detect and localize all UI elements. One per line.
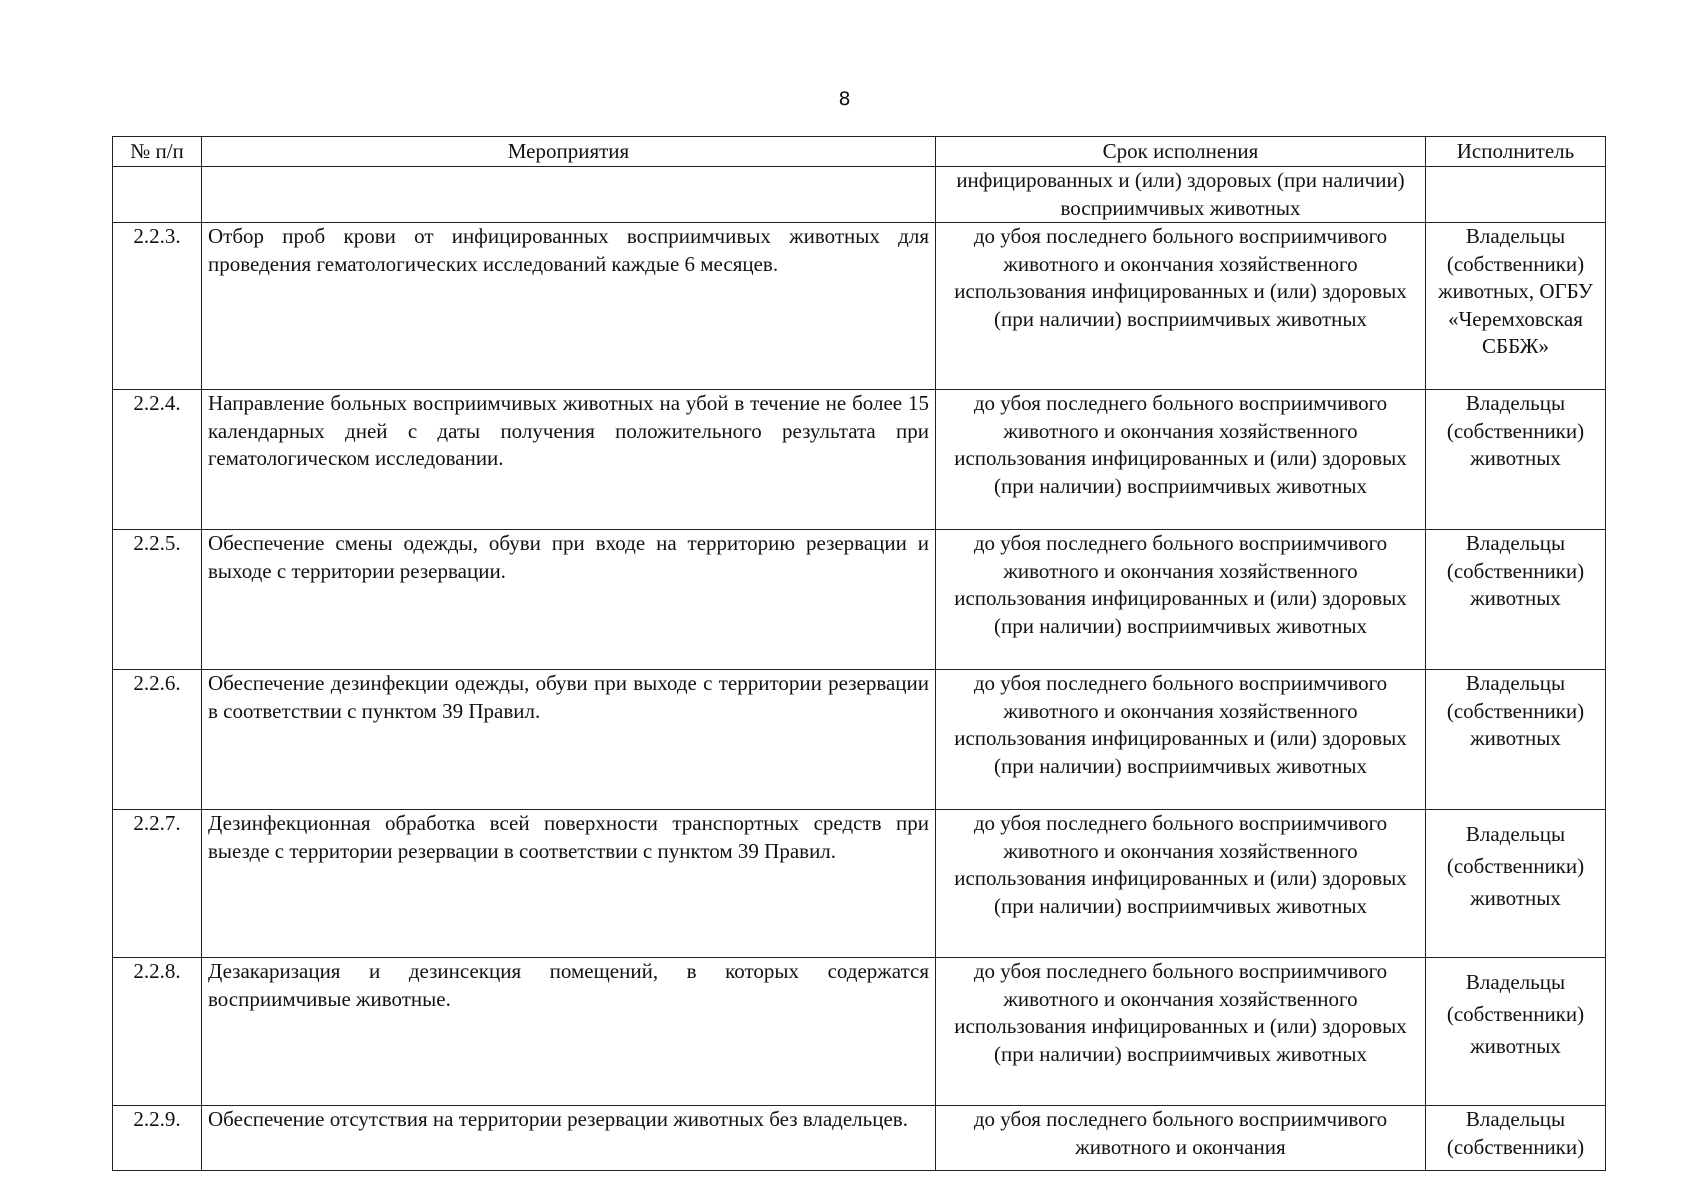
- row-action: Обеспечение смены одежды, обуви при входе на территорию резервации и выходе с территории резервации.: [202, 530, 936, 670]
- row-term: до убоя последнего больного восприимчивого животного и окончания хозяйственного использования инфицированных и (или) здоровых (при наличии) восприимчивых животных: [936, 810, 1426, 958]
- row-executor: Владельцы (собственники) животных: [1426, 390, 1606, 530]
- table-row: [113, 390, 1606, 530]
- row-number: 2.2.4.: [113, 390, 202, 530]
- row-executor: Владельцы (собственники) животных: [1426, 958, 1606, 1106]
- row-action: Дезинфекционная обработка всей поверхности транспортных средств при выезде с территории резервации в соответствии с пунктом 39 Правил.: [202, 810, 936, 958]
- table-row: [113, 958, 1606, 1106]
- page-number: 8: [838, 88, 851, 110]
- row-number: 2.2.5.: [113, 530, 202, 670]
- row-term: до убоя последнего больного восприимчивого животного и окончания хозяйственного использования инфицированных и (или) здоровых (при наличии) восприимчивых животных: [936, 958, 1426, 1106]
- table-row: [113, 810, 1606, 958]
- header-term: Срок исполнения: [936, 137, 1426, 167]
- row-action: Дезакаризация и дезинсекция помещений, в которых содержатся восприимчивые животные.: [202, 958, 936, 1106]
- row-action: [202, 167, 936, 223]
- row-executor: Владельцы (собственники): [1426, 1106, 1606, 1171]
- row-executor: Владельцы (собственники) животных: [1426, 530, 1606, 670]
- row-action: Обеспечение отсутствия на территории резервации животных без владельцев.: [202, 1106, 936, 1171]
- row-action: Направление больных восприимчивых животных на убой в течение не более 15 календарных дней с даты получения положительного результата при гематологическом исследовании.: [202, 390, 936, 530]
- row-number: 2.2.7.: [113, 810, 202, 958]
- row-number: 2.2.9.: [113, 1106, 202, 1171]
- row-action: Отбор проб крови от инфицированных восприимчивых животных для проведения гематологических исследований каждые 6 месяцев.: [202, 223, 936, 390]
- header-number: № п/п: [113, 137, 202, 167]
- row-number: [113, 167, 202, 223]
- table-row: [113, 223, 1606, 390]
- row-term: до убоя последнего больного восприимчивого животного и окончания хозяйственного использования инфицированных и (или) здоровых (при наличии) восприимчивых животных: [936, 530, 1426, 670]
- table-row: [113, 670, 1606, 810]
- table-row-continuation: [113, 167, 1606, 223]
- row-number: 2.2.8.: [113, 958, 202, 1106]
- table-row: [113, 530, 1606, 670]
- row-executor: Владельцы (собственники) животных, ОГБУ «Черемховская СББЖ»: [1426, 223, 1606, 390]
- row-number: 2.2.6.: [113, 670, 202, 810]
- table-header-row: [113, 137, 1606, 167]
- row-executor: Владельцы (собственники) животных: [1426, 810, 1606, 958]
- row-term: до убоя последнего больного восприимчивого животного и окончания хозяйственного использования инфицированных и (или) здоровых (при наличии) восприимчивых животных: [936, 223, 1426, 390]
- row-term: до убоя последнего больного восприимчивого животного и окончания хозяйственного использования инфицированных и (или) здоровых (при наличии) восприимчивых животных: [936, 670, 1426, 810]
- row-executor: Владельцы (собственники) животных: [1426, 670, 1606, 810]
- table-row: [113, 1106, 1606, 1171]
- row-term: до убоя последнего больного восприимчивого животного и окончания: [936, 1106, 1426, 1171]
- header-executor: Исполнитель: [1426, 137, 1606, 167]
- row-executor: [1426, 167, 1606, 223]
- row-term: до убоя последнего больного восприимчивого животного и окончания хозяйственного использования инфицированных и (или) здоровых (при наличии) восприимчивых животных: [936, 390, 1426, 530]
- row-number: 2.2.3.: [113, 223, 202, 390]
- measures-table: [112, 136, 1606, 1171]
- row-action: Обеспечение дезинфекции одежды, обуви при выходе с территории резервации в соответствии с пунктом 39 Правил.: [202, 670, 936, 810]
- header-measures: Мероприятия: [202, 137, 936, 167]
- row-term: инфицированных и (или) здоровых (при наличии) восприимчивых животных: [936, 167, 1426, 223]
